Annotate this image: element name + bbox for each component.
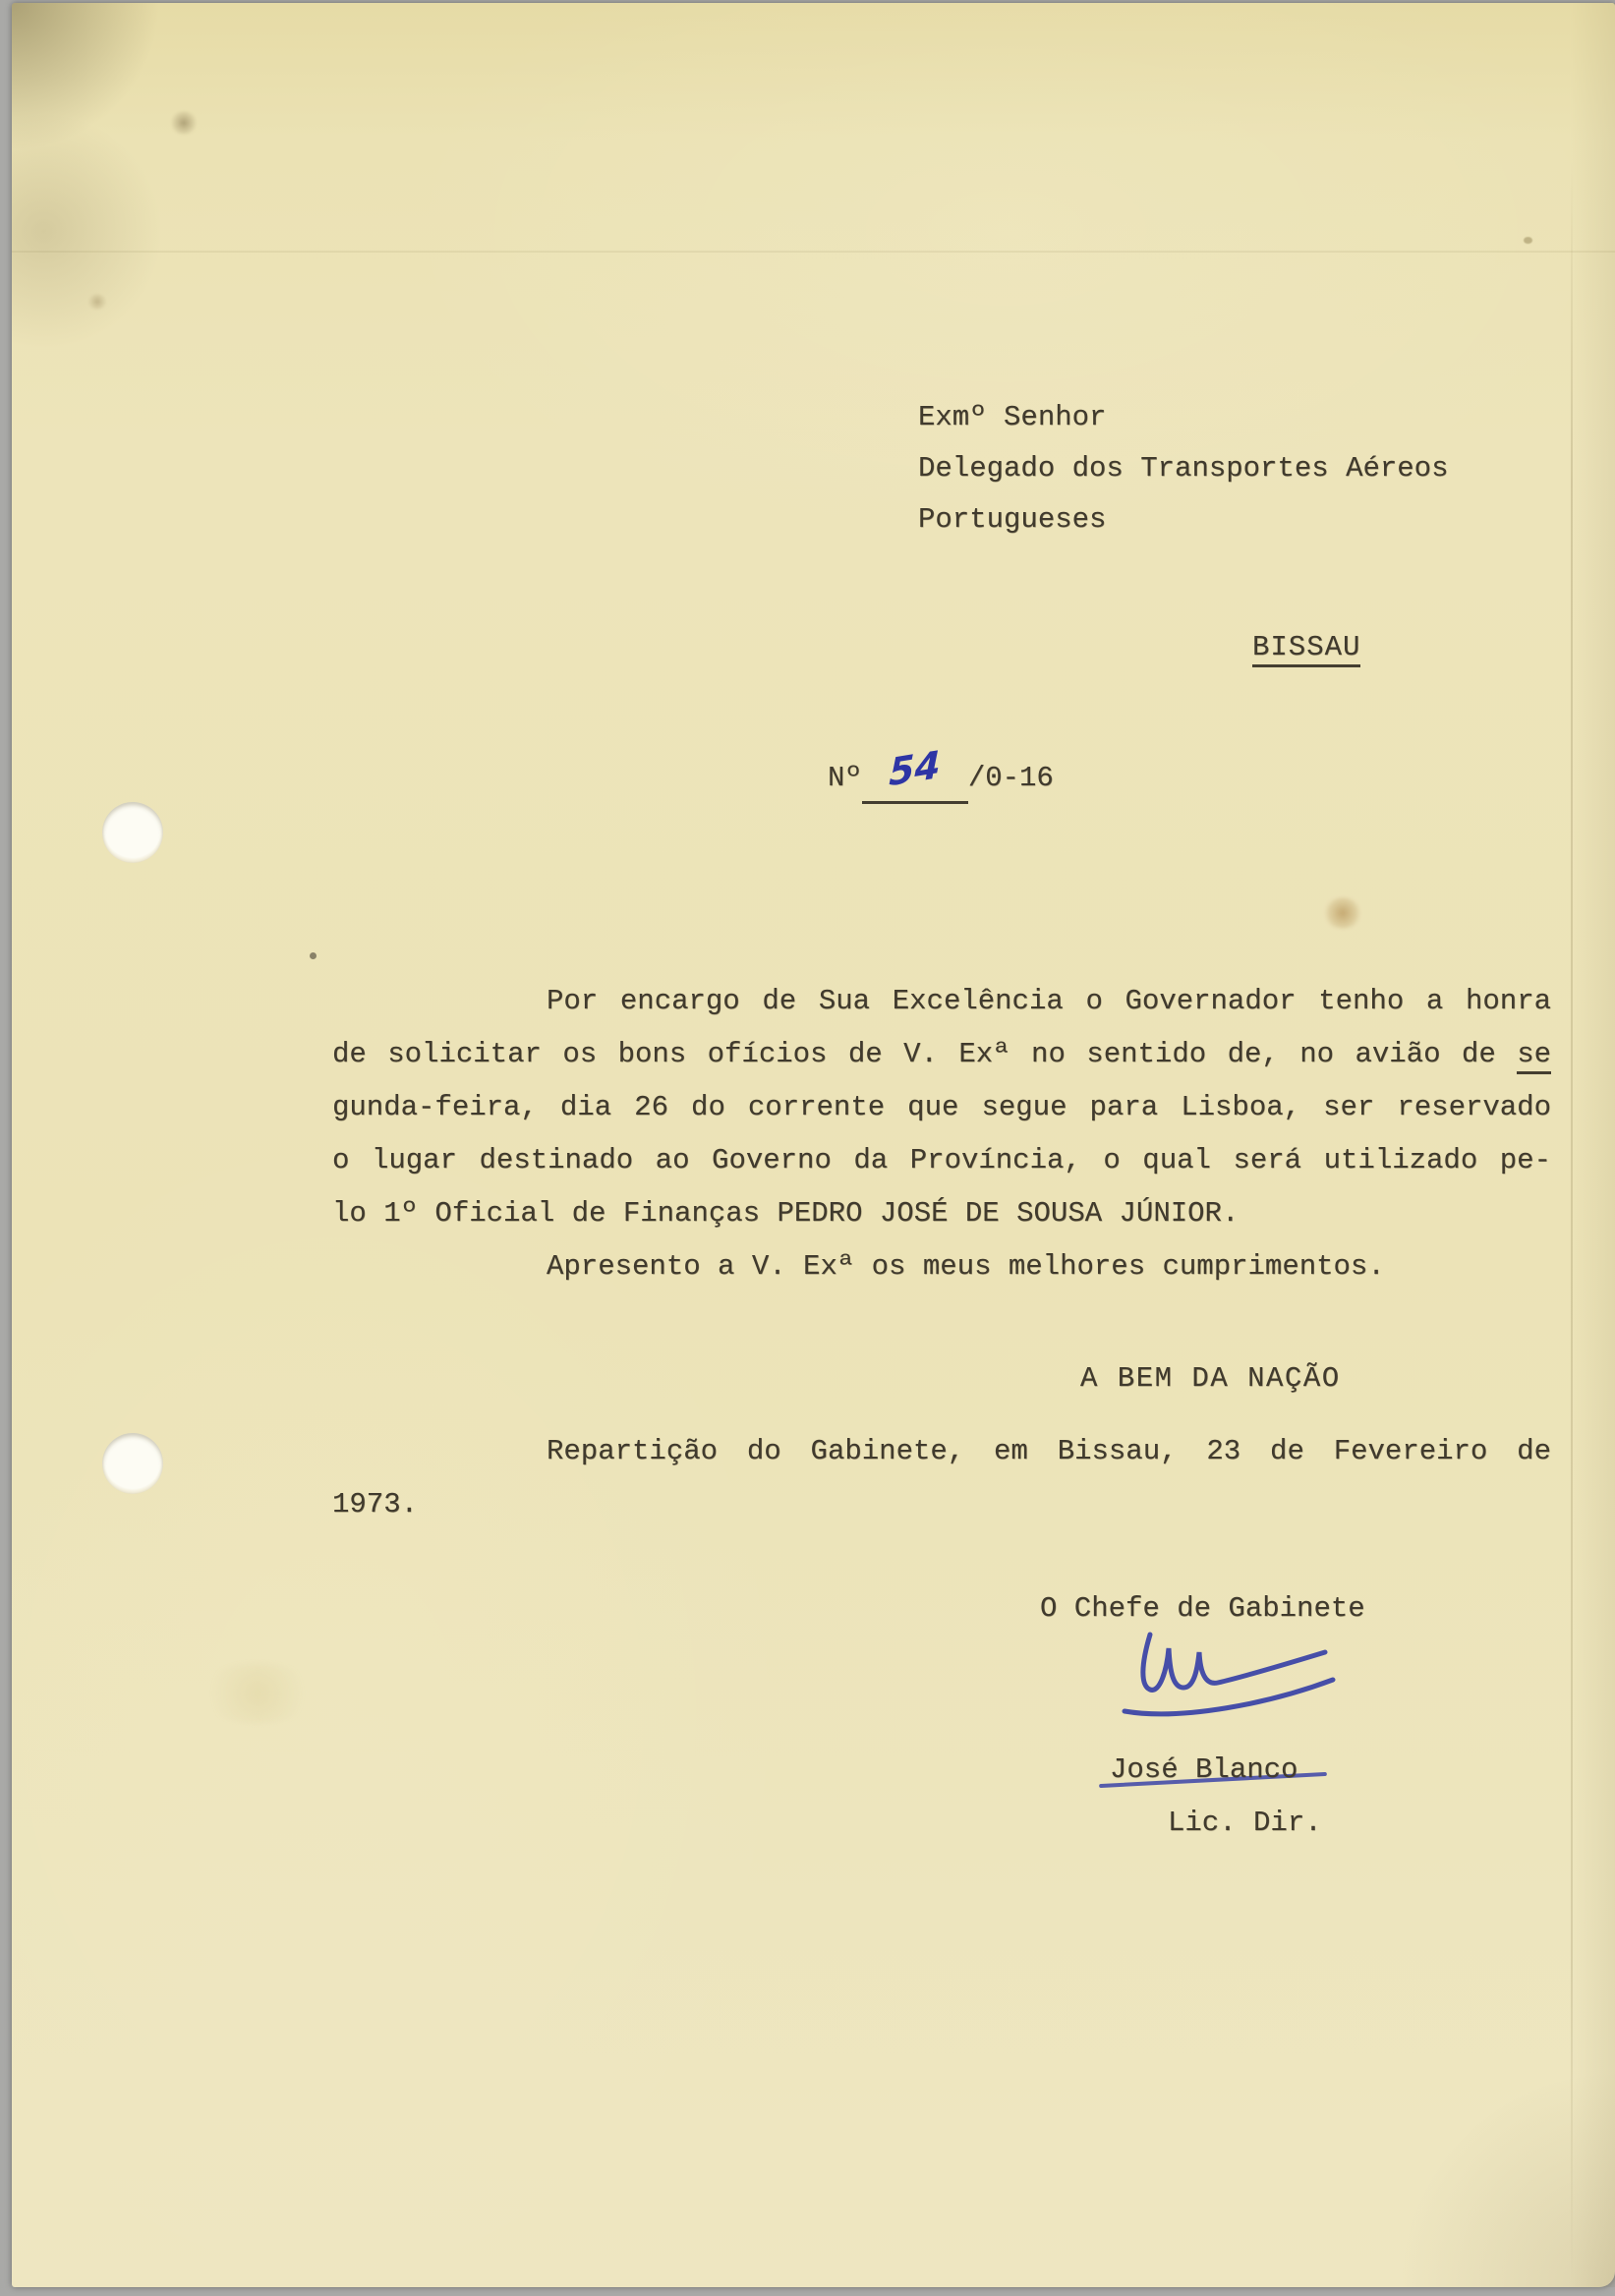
handwritten-number: 54 <box>889 742 942 795</box>
city-line <box>1252 622 1360 673</box>
recipient-line: Exmº Senhor <box>918 401 1107 433</box>
body-line-4: o lugar destinado ao Governo da Província, o qual será utilizado pe- <box>332 1144 1551 1177</box>
body-line-2-underlined: se <box>1517 1038 1551 1074</box>
ink-speck <box>310 952 317 959</box>
letter-page <box>12 3 1615 2287</box>
signatory-degree: Lic. Dir. <box>1168 1807 1322 1839</box>
recipient-line: Portugueses <box>918 503 1107 536</box>
reference-prefix: Nº <box>828 762 862 794</box>
signature-title: O Chefe de Gabinete <box>1040 1592 1365 1625</box>
stain <box>1323 897 1362 929</box>
recipient-block <box>918 392 1449 545</box>
reference-number-blank <box>862 742 968 804</box>
body-line-2 <box>332 1029 1551 1080</box>
recipient-line: Delegado dos Transportes Aéreos <box>918 452 1449 485</box>
body-line-2-text: de solicitar os bons ofícios de V. Exª no sentido de, no avião de <box>332 1038 1518 1070</box>
stain <box>169 111 199 135</box>
motto: A BEM DA NAÇÃO <box>1080 1362 1341 1395</box>
body-closing-line: Apresento a V. Exª os meus melhores cumprimentos. <box>547 1250 1385 1283</box>
body-line-3: gunda-feira, dia 26 do corrente que segue para Lisboa, ser reservado <box>332 1091 1551 1123</box>
punch-hole-top <box>102 802 163 863</box>
dateline-line-1: Repartição do Gabinete, em Bissau, 23 de Fevereiro de <box>547 1435 1551 1467</box>
punch-hole-bottom <box>102 1433 163 1494</box>
body-line-5: lo 1º Oficial de Finanças PEDRO JOSÉ DE SOUSA JÚNIOR. <box>332 1197 1240 1230</box>
ink-speck <box>1524 237 1532 244</box>
body-line-1: Por encargo de Sua Excelência o Governador tenho a honra <box>547 985 1551 1017</box>
stain <box>87 294 108 310</box>
right-edge-shading <box>1570 3 1615 2287</box>
city-name: BISSAU <box>1252 631 1360 667</box>
dateline-line-2: 1973. <box>332 1488 419 1521</box>
signatory-name: José Blanco <box>1110 1753 1298 1786</box>
reference-suffix: /0-16 <box>967 762 1054 794</box>
vertical-fold-line <box>1571 160 1573 2287</box>
stain <box>199 1664 317 1723</box>
handwritten-signature <box>1111 1619 1343 1752</box>
horizontal-crease <box>12 251 1615 253</box>
reference-line <box>828 742 1054 804</box>
